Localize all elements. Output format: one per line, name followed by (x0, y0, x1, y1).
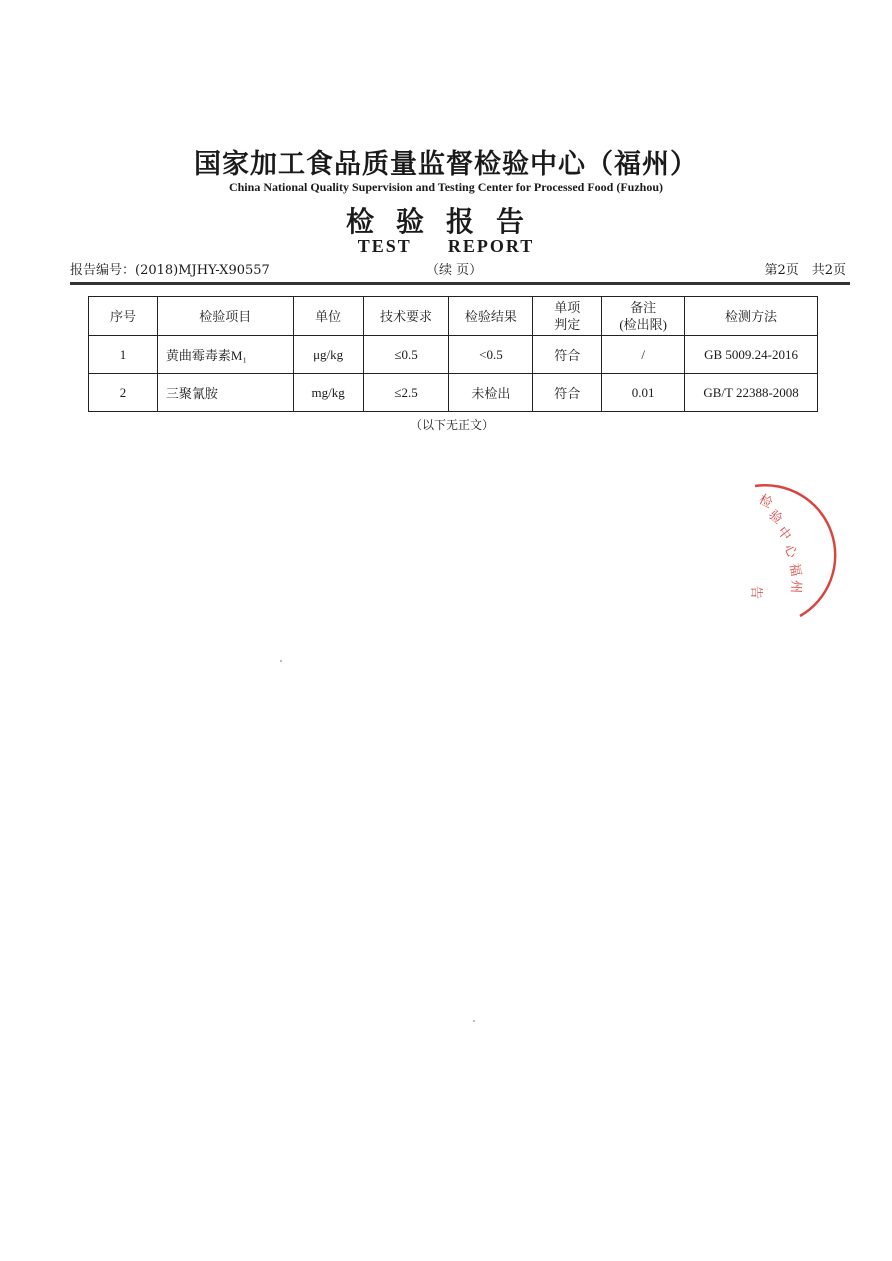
cell-no: 1 (89, 336, 158, 374)
col-header-judgement-line2: 判定 (554, 317, 581, 332)
cell-item: 黄曲霉毒素M₁ (157, 336, 293, 374)
table-row (89, 336, 818, 374)
seal-char: 州 (787, 579, 803, 594)
cell-method: GB/T 22388-2008 (685, 374, 818, 412)
cell-no: 2 (89, 374, 158, 412)
cell-item: 三聚氰胺 (157, 374, 293, 412)
col-header-unit: 单位 (293, 297, 363, 336)
col-header-remark (602, 297, 685, 336)
report-title-cn: 检验报告 (345, 205, 546, 238)
cell-requirement: ≤2.5 (363, 374, 449, 412)
table-header-row (89, 297, 818, 336)
cell-judgement: 符合 (533, 374, 602, 412)
col-header-result: 检验结果 (449, 297, 533, 336)
cell-remark: 0.01 (602, 374, 685, 412)
seal-char: 心 (780, 542, 800, 561)
cell-unit: μg/kg (293, 336, 363, 374)
center-title-en: China National Quality Supervision and Testing Center for Processed Food (Fuzhou) (228, 180, 664, 194)
cell-method: GB 5009.24-2016 (685, 336, 818, 374)
col-header-judgement (533, 297, 602, 336)
cell-unit: mg/kg (293, 374, 363, 412)
seal-char: 检 (756, 492, 775, 512)
col-header-item: 检验项目 (157, 297, 293, 336)
end-of-text-note: （以下无正文） (409, 418, 494, 432)
results-table (88, 296, 818, 412)
page-info: 第2页 共2页 (764, 263, 846, 278)
col-header-judgement-line1: 单项 (554, 300, 581, 315)
report-meta-row (70, 259, 846, 279)
scan-speck (473, 1020, 475, 1022)
seal-char: 告 (748, 586, 763, 600)
col-header-no: 序号 (89, 297, 158, 336)
table-row (89, 374, 818, 412)
col-header-remark-line2: (检出限) (619, 317, 667, 332)
report-number (70, 259, 270, 278)
cell-result: 未检出 (449, 374, 533, 412)
seal-char: 福 (786, 562, 804, 578)
col-header-method: 检测方法 (685, 297, 818, 336)
seal-char: 中 (773, 524, 794, 544)
header-divider (70, 282, 850, 285)
cell-requirement: ≤0.5 (363, 336, 449, 374)
report-title-en: TEST REPORT (357, 236, 535, 256)
seal-char: 验 (765, 507, 786, 528)
report-number-label: 报告编号： (70, 263, 136, 278)
scan-speck (280, 660, 282, 662)
col-header-requirement: 技术要求 (363, 297, 449, 336)
center-title-cn: 国家加工食品质量监督检验中心（福州） (194, 149, 698, 180)
seal-stamp-icon (700, 478, 850, 628)
cell-judgement: 符合 (533, 336, 602, 374)
continued-page-label: （续 页） (426, 263, 483, 278)
cell-result: <0.5 (449, 336, 533, 374)
report-number-value: (2018)MJHY-X90557 (135, 263, 270, 278)
col-header-remark-line1: 备注 (630, 300, 657, 315)
cell-remark: / (602, 336, 685, 374)
